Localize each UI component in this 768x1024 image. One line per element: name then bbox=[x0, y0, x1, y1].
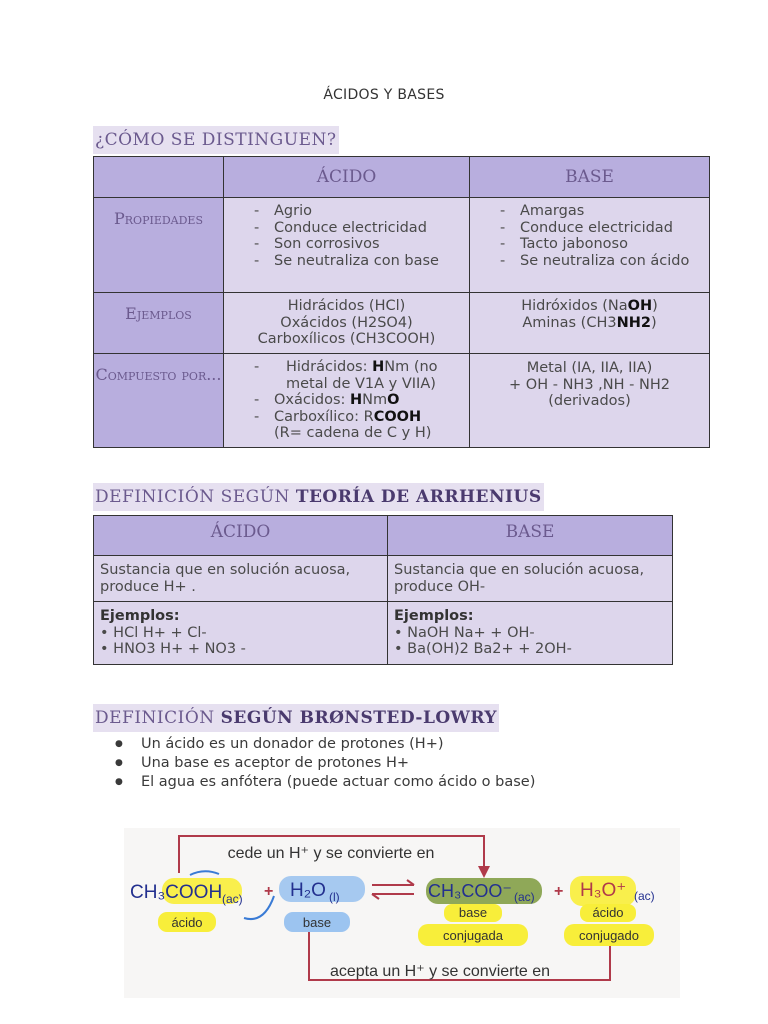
page-title: ÁCIDOS Y BASES bbox=[323, 87, 445, 103]
svg-text:base: base bbox=[458, 905, 488, 920]
example-line: Carboxílicos (CH3COOH) bbox=[257, 331, 436, 347]
bronsted-reaction-diagram bbox=[124, 828, 680, 998]
section-heading-distinguish: ¿CÓMO SE DISTINGUEN? bbox=[93, 126, 339, 154]
list-item: - Conduce electricidad bbox=[248, 220, 465, 237]
row-label-examples: Ejemplos bbox=[94, 293, 224, 354]
bottom-label: acepta un H⁺ y se convierte en bbox=[329, 963, 551, 980]
col-header-acid: ÁCIDO bbox=[224, 157, 470, 198]
svg-text:ácido: ácido bbox=[592, 905, 624, 920]
section-heading-arrhenius: DEFINICIÓN SEGÚN TEORÍA DE ARRHENIUS bbox=[93, 483, 544, 511]
list-item: - Carboxílico: RCOOH (R= cadena de C y H) bbox=[248, 409, 465, 442]
plus-sign: + bbox=[264, 883, 274, 900]
top-label: cede un H⁺ y se convierte en bbox=[227, 845, 435, 862]
examples-base bbox=[388, 602, 673, 665]
example-line: • Ba(OH)2 Ba2+ + 2OH- bbox=[394, 641, 572, 657]
list-item: - Se neutraliza con base bbox=[248, 253, 465, 270]
list-item: ● Un ácido es un donador de protones (H+) bbox=[115, 735, 535, 754]
examples-label: Ejemplos: bbox=[394, 608, 474, 624]
example-line: Oxácidos (H2SO4) bbox=[280, 314, 413, 331]
example-line: Hidróxidos (NaOH) bbox=[521, 298, 658, 314]
compound-line: (derivados) bbox=[548, 393, 631, 409]
compound-line: Metal (IA, IIA, IIA) bbox=[526, 360, 653, 376]
acid-formula: CH₃COOH bbox=[130, 882, 223, 903]
example-line: • HNO3 H+ + NO3 - bbox=[100, 641, 246, 657]
list-item: - Agrio bbox=[248, 203, 465, 220]
col-header-acid: ÁCIDO bbox=[94, 516, 388, 556]
examples-acid bbox=[94, 602, 388, 665]
svg-text:base: base bbox=[302, 915, 332, 930]
compound-line: + OH - NH3 ,NH - NH2 bbox=[509, 376, 670, 393]
distinguish-table bbox=[93, 156, 710, 448]
conj-base-formula: CH₃COO⁻ bbox=[428, 881, 512, 901]
list-item: ● El agua es anfótera (puede actuar como ácido o base) bbox=[115, 773, 535, 792]
svg-text:conjugado: conjugado bbox=[579, 928, 639, 943]
compound-base bbox=[470, 354, 710, 448]
list-item: - Son corrosivos bbox=[248, 236, 465, 253]
props-acid bbox=[224, 198, 470, 293]
list-item: - Oxácidos: HNmO bbox=[248, 392, 465, 409]
examples-acid bbox=[224, 293, 470, 354]
row-label-compound: Compuesto por... bbox=[94, 354, 224, 448]
col-header-base: BASE bbox=[470, 157, 710, 198]
props-base bbox=[470, 198, 710, 293]
section-heading-bronsted: DEFINICIÓN SEGÚN BRØNSTED-LOWRY bbox=[93, 704, 499, 732]
list-item: - Amargas bbox=[494, 203, 705, 220]
example-line: Hidrácidos (HCl) bbox=[287, 298, 406, 314]
acid-state: (ac) bbox=[222, 892, 243, 906]
list-item: - Se neutraliza con ácido bbox=[494, 253, 705, 270]
svg-text:ácido: ácido bbox=[171, 915, 203, 930]
conj-acid-state: (ac) bbox=[634, 889, 655, 903]
examples-label: Ejemplos: bbox=[100, 608, 180, 624]
water-formula: H₂O bbox=[290, 880, 326, 901]
corner-cell bbox=[94, 157, 224, 198]
row-label-properties: Propiedades bbox=[94, 198, 224, 293]
list-item: - Hidrácidos: HNm (no metal de V1A y VIIA) bbox=[248, 359, 465, 392]
example-line: • NaOH Na+ + OH- bbox=[394, 624, 535, 641]
conj-acid-formula: H₃O⁺ bbox=[580, 880, 627, 901]
arrhenius-table bbox=[93, 515, 673, 665]
bronsted-list bbox=[115, 735, 535, 792]
def-base: Sustancia que en solución acuosa, produce OH- bbox=[388, 556, 673, 602]
example-line: Aminas (CH3NH2) bbox=[522, 314, 657, 331]
list-item: ● Una base es aceptor de protones H+ bbox=[115, 754, 535, 773]
compound-acid bbox=[224, 354, 470, 448]
svg-text:conjugada: conjugada bbox=[443, 928, 503, 943]
water-state: (l) bbox=[329, 890, 340, 904]
def-acid: Sustancia que en solución acuosa, produce H+ . bbox=[94, 556, 388, 602]
col-header-base: BASE bbox=[388, 516, 673, 556]
list-item: - Tacto jabonoso bbox=[494, 236, 705, 253]
plus-sign: + bbox=[554, 883, 564, 900]
examples-base bbox=[470, 293, 710, 354]
conj-base-state: (ac) bbox=[514, 890, 535, 904]
list-item: - Conduce electricidad bbox=[494, 220, 705, 237]
example-line: • HCl H+ + Cl- bbox=[100, 624, 207, 641]
